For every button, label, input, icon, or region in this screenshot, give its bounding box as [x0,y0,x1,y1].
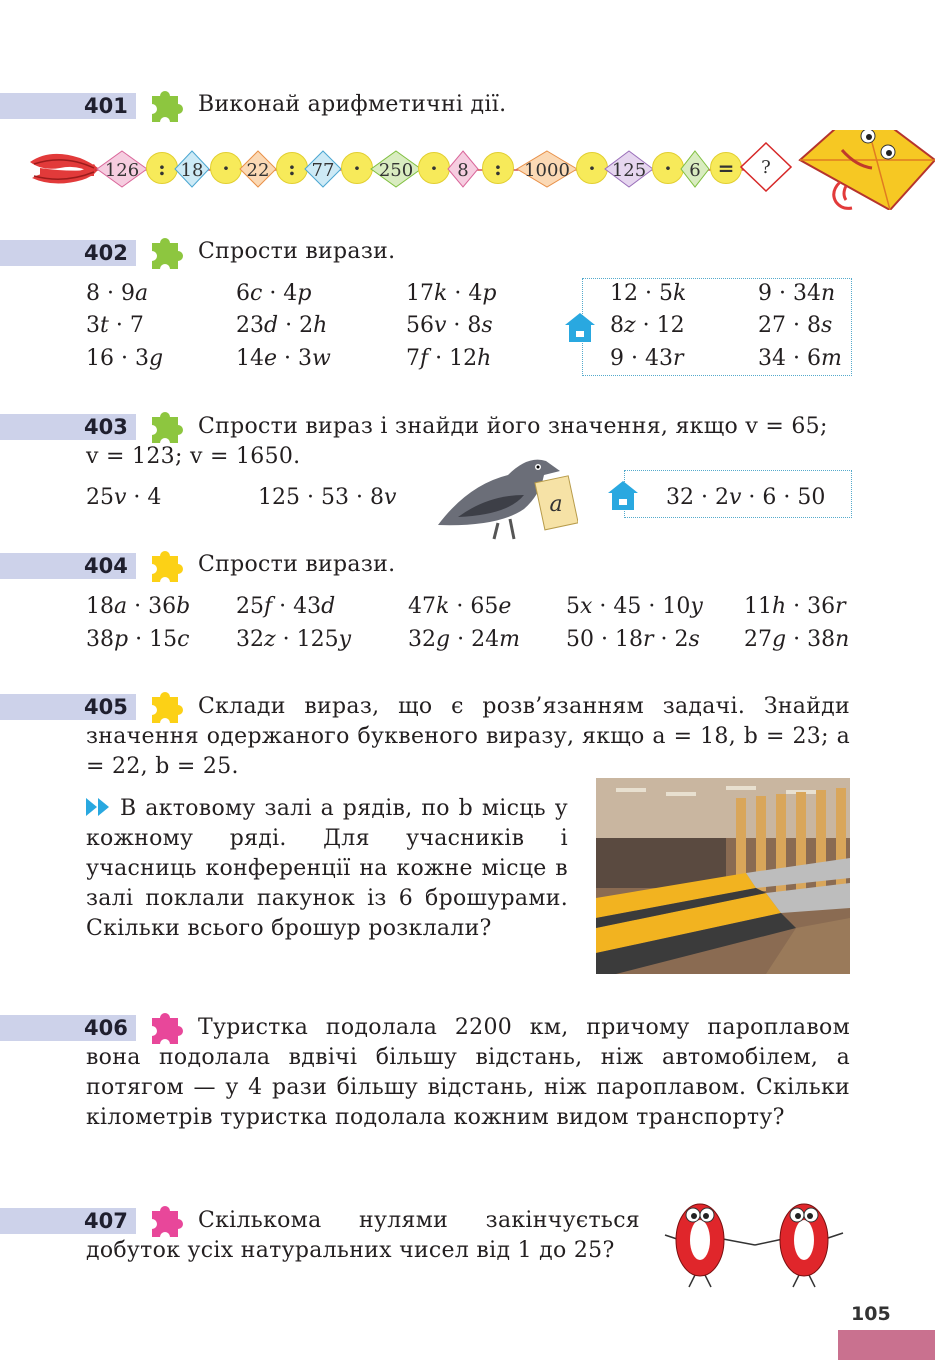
crow-card-letter: a [549,492,563,517]
chain-value-8 [447,150,479,188]
problem-402-title: Спрости вирази. [198,239,396,264]
chain-text: 125 [611,160,647,181]
page-number: 105 [851,1303,891,1325]
expression: 9 · 34n [758,281,836,306]
problem-406-text: Туристка подолала 2200 км, причому пароплавом вона подолала вдвічі більшу відстань, ніж автомобілем, а потягом — у 4 рази більшу відстань, ніж пароплавом. Скільки кілометрів туристка подолала кожним видом транспорту? [86,1015,850,1130]
chain-text: 250 [378,160,414,181]
expression: 23d · 2h [236,313,328,338]
expression: 3t · 7 [86,313,144,338]
expression: 12 · 5k [610,281,687,306]
chain-text: 6 [689,160,701,181]
problem-407-number: 407 [84,1209,128,1233]
chain-value-77 [304,150,342,188]
green-puzzle-icon [146,86,186,126]
problem-401-number: 401 [84,94,128,118]
chain-text: 22 [246,160,270,181]
homework-house-icon [563,310,597,344]
expression: 125 · 53 · 8v [258,485,397,510]
expression: 34 · 6m [758,346,842,371]
expression: 18a · 36b [86,594,191,619]
chain-operator: · [652,152,684,184]
zeros-characters-illustration [655,1195,850,1290]
chain-operator: · [341,152,373,184]
expression: 8z · 12 [610,313,685,338]
problem-405-number: 405 [84,695,128,719]
problem-401-title: Виконай арифметичні дії. [198,92,507,117]
expression: 38p · 15c [86,627,190,652]
chain-value-22 [239,150,277,188]
chain-operator: · [210,152,242,184]
expression: 14e · 3w [236,346,331,371]
page-corner-bar [838,1330,935,1360]
expression: 32z · 125y [236,627,352,652]
expression: 9 · 43r [610,346,684,371]
expression: 16 · 3g [86,346,164,371]
chain-text: 77 [311,160,335,181]
problem-403-line2: v = 123; v = 1650. [86,444,301,469]
chain-operator: = [710,152,742,184]
problem-403-line1: Спрости вираз і знайди його значення, якщо v = 65; [198,414,828,439]
expression: 11h · 36r [744,594,846,619]
chain-value-18 [174,150,210,188]
chain-value-1000 [516,150,578,188]
expression: 25f · 43d [236,594,336,619]
expression: 25v · 4 [86,485,162,510]
expression: 5x · 45 · 10y [566,594,703,619]
expression: 7f · 12h [406,346,492,371]
problem-407-text: Скількома нулями закінчується добуток усіх натуральних чисел від 1 до 25? [86,1208,640,1263]
chain-operator: · [418,152,450,184]
expression: 32g · 24m [408,627,520,652]
green-puzzle-icon [146,233,186,273]
expression: 27 · 8s [758,313,833,338]
expression: 50 · 18r · 2s [566,627,700,652]
problem-405-story: В актовому залі a рядів, по b місць у кожному ряді. Для учасників і учасниць конференції на кожне місце в залі поклали пакунок із 6 брошурами. Скільки всього брошур розклали? [86,796,568,941]
green-puzzle-icon [146,407,186,447]
problem-404-title: Спрости вирази. [198,552,396,577]
expression: 8 · 9a [86,281,149,306]
chain-value-125 [604,150,654,188]
homework-house-icon [606,478,640,512]
expression: 56v · 8s [406,313,493,338]
chain-text: 1000 [524,160,570,181]
problem-404-number: 404 [84,554,128,578]
chain-operator: : [276,152,308,184]
chain-operator: : [146,152,178,184]
chain-operator: · [576,152,608,184]
chain-text: 18 [180,160,204,181]
expression: 47k · 65e [408,594,512,619]
expression: 32 · 2v · 6 · 50 [666,485,826,510]
problem-406-number: 406 [84,1016,128,1040]
expression: 6c · 4p [236,281,312,306]
chain-text: 126 [104,160,140,181]
yellow-puzzle-icon [146,546,186,586]
chain-answer-box [740,142,792,192]
chain-text: ? [761,157,771,178]
problem-402-number: 402 [84,241,128,265]
chain-operator: : [482,152,514,184]
auditorium-photo [596,778,850,974]
expression: 17k · 4p [406,281,497,306]
expression: 27g · 38n [744,627,850,652]
chain-text: 8 [457,160,469,181]
problem-403-number: 403 [84,415,128,439]
chain-value-250 [370,150,422,188]
problem-405-text: Склади вираз, що є розв’язанням задачі. Знайди значення одержаного буквеного виразу, якщо a = 18, b = 23; a = 22, b = 25. [86,694,850,779]
chain-value-6 [680,150,710,188]
crow-illustration [428,445,578,545]
chain-value-126 [96,150,148,188]
